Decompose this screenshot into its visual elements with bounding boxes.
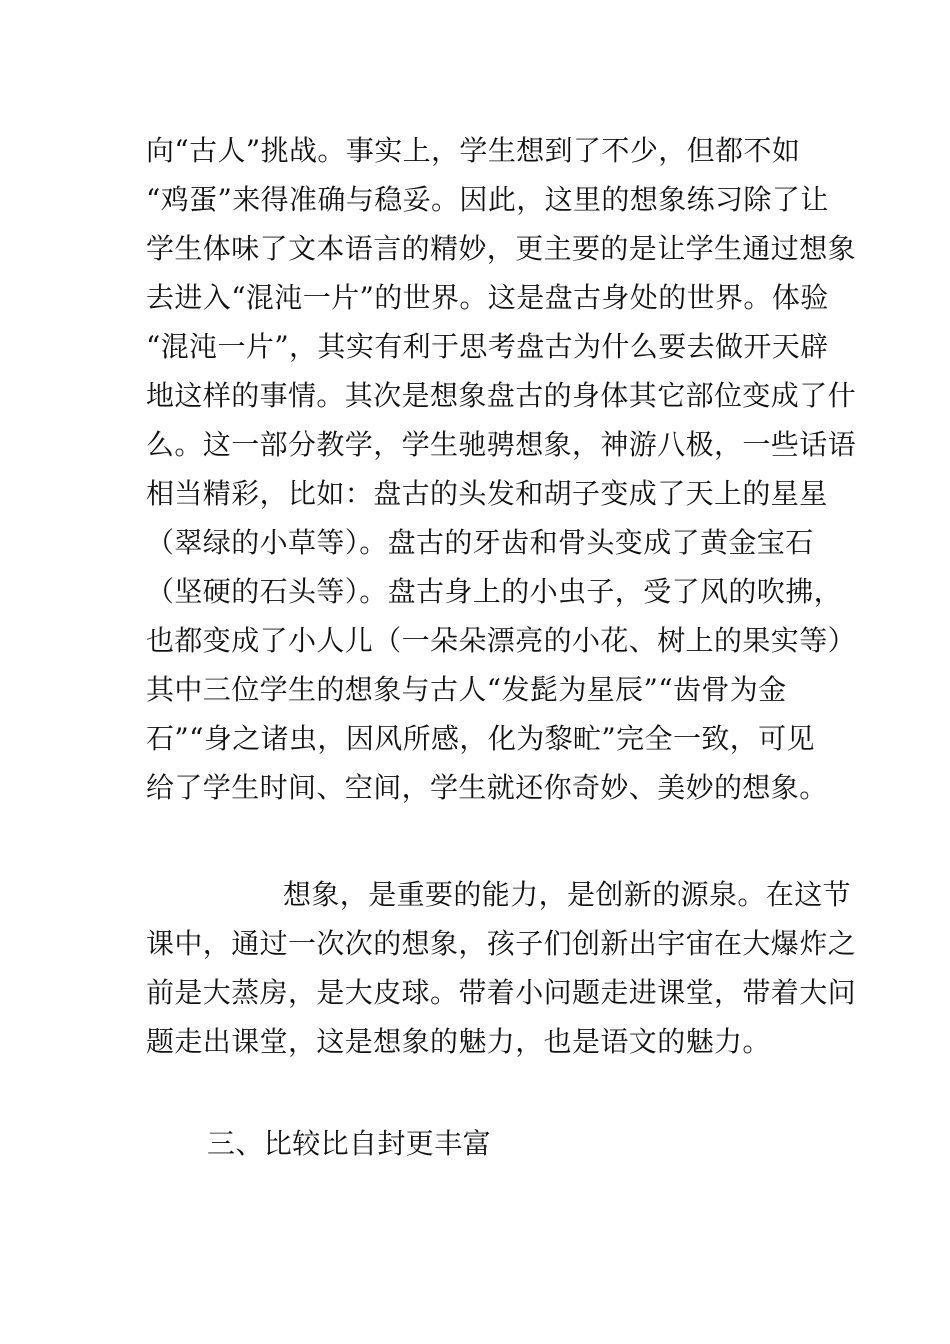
paragraph-2-line-1: 想象，是重要的能力，是创新的源泉。在这节	[283, 878, 852, 911]
paragraph-2-line-3: 前是大蒸房，是大皮球。带着小问题走进课堂，带着大问	[146, 976, 857, 1009]
paragraph-2-line-4: 题走出课堂，这是想象的魅力，也是语文的魅力。	[146, 1025, 771, 1058]
paragraph-1-line-6: 地这样的事情。其次是想象盘古的身体其它部位变成了什	[146, 379, 857, 412]
section-heading: 三、比较比自封更丰富	[207, 1127, 492, 1160]
paragraph-1-line-14: 给了学生时间、空间，学生就还你奇妙、美妙的想象。	[146, 771, 828, 804]
paragraph-1-line-1: 向“古人”挑战。事实上，学生想到了不少，但都不如	[146, 134, 801, 167]
paragraph-1-line-12: 其中三位学生的想象与古人“发髭为星辰”“齿骨为金	[146, 673, 787, 706]
paragraph-1-line-11: 也都变成了小人儿（一朵朵漂亮的小花、树上的果实等）	[146, 624, 857, 657]
paragraph-1-line-10: （坚硬的石头等）。盘古身上的小虫子，受了风的吹拂，	[146, 575, 843, 608]
paragraph-1-line-2: “鸡蛋”来得准确与稳妥。因此，这里的想象练习除了让	[146, 183, 829, 216]
paragraph-1-line-13: 石”“身之诸虫，因风所感，化为黎甿”完全一致，可见	[146, 722, 815, 755]
paragraph-1-line-4: 去进入“混沌一片”的世界。这是盘古身处的世界。体验	[146, 281, 829, 314]
paragraph-1-line-5: “混沌一片”，其实有利于思考盘古为什么要去做开天辟	[146, 330, 829, 363]
paragraph-1-line-8: 相当精彩，比如：盘古的头发和胡子变成了天上的星星	[146, 477, 828, 510]
paragraph-1-line-7: 么。这一部分教学，学生驰骋想象，神游八极，一些话语	[146, 428, 857, 461]
paragraph-1-line-3: 学生体味了文本语言的精妙，更主要的是让学生通过想象	[146, 232, 857, 265]
paragraph-1-line-9: （翠绿的小草等）。盘古的牙齿和骨头变成了黄金宝石	[146, 526, 814, 559]
paragraph-2-line-2: 课中，通过一次次的想象，孩子们创新出宇宙在大爆炸之	[146, 927, 857, 960]
